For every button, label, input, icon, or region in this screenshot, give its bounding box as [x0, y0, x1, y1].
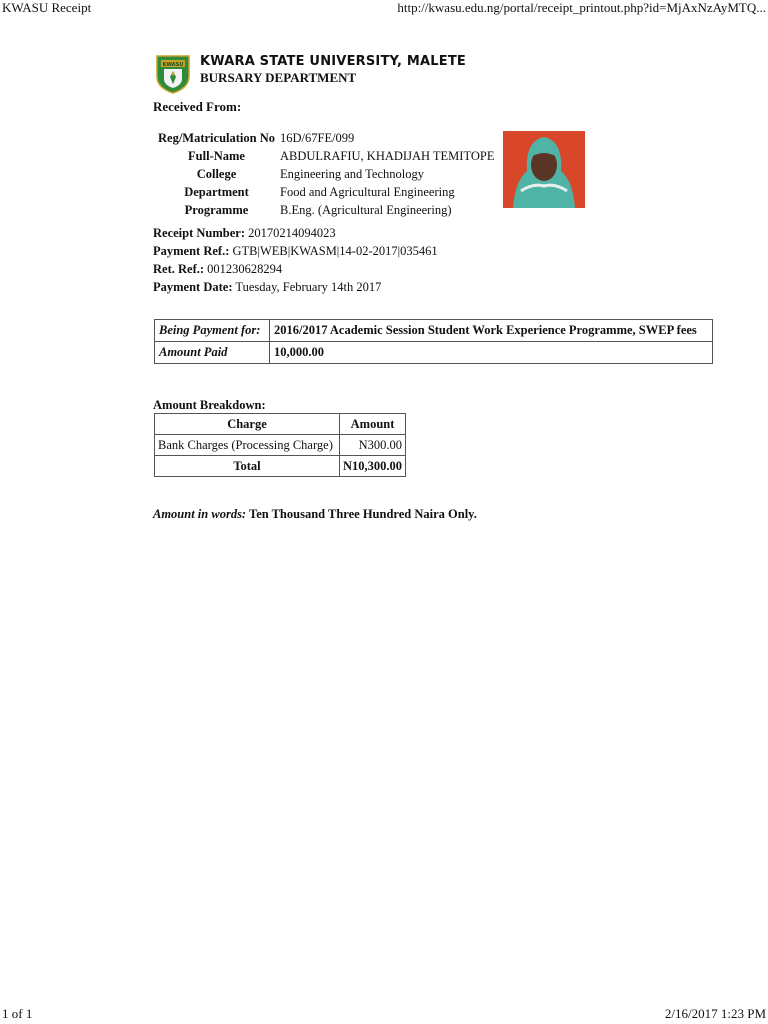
info-label: College: [196, 166, 237, 181]
amount-column-header: Amount: [340, 414, 406, 435]
info-value: 16D/67FE/099: [280, 130, 355, 145]
info-value: Food and Agricultural Engineering: [280, 184, 455, 199]
payment-details: [153, 224, 438, 296]
summary-row: [155, 342, 713, 364]
receipt-number-label: Receipt Number:: [153, 226, 245, 240]
total-label: Total: [155, 456, 340, 477]
info-label: Full-Name: [188, 148, 245, 163]
breakdown-table: [154, 413, 406, 477]
print-timestamp: 2/16/2017 1:23 PM: [664, 1006, 766, 1021]
payment-date-line: [153, 278, 438, 296]
logo-text: KWASU: [162, 62, 184, 68]
info-row: [153, 165, 496, 183]
received-from-label: Received From:: [153, 99, 242, 114]
being-payment-value: 2016/2017 Academic Session Student Work Experience Programme, SWEP fees: [270, 320, 713, 342]
page-count: 1 of 1: [2, 1006, 33, 1021]
payment-ref-line: [153, 242, 438, 260]
info-label: Reg/Matriculation No: [158, 130, 275, 145]
charge-cell: Bank Charges (Processing Charge): [155, 435, 340, 456]
info-value: Engineering and Technology: [280, 166, 424, 181]
charge-column-header: Charge: [155, 414, 340, 435]
amount-in-words: [153, 507, 477, 522]
total-value: N10,300.00: [340, 456, 406, 477]
info-label: Department: [184, 184, 249, 199]
page-url[interactable]: http://kwasu.edu.ng/portal/receipt_printout.php?id=MjAxNzAyMTQ...: [397, 0, 766, 15]
university-name: KWARA STATE UNIVERSITY, MALETE: [200, 54, 466, 69]
breakdown-total-row: [155, 456, 406, 477]
department-name: BURSARY DEPARTMENT: [200, 70, 357, 85]
payment-summary-table: [154, 319, 713, 364]
payment-ref-value: GTB|WEB|KWASM|14-02-2017|035461: [232, 244, 438, 258]
amount-paid-label: Amount Paid: [155, 342, 270, 364]
receipt-number-line: [153, 224, 438, 242]
info-value: ABDULRAFIU, KHADIJAH TEMITOPE: [280, 148, 495, 163]
being-payment-label: Being Payment for:: [155, 320, 270, 342]
amount-in-words-label: Amount in words:: [153, 507, 247, 521]
ret-ref-label: Ret. Ref.:: [153, 262, 205, 276]
info-row: [153, 129, 496, 147]
summary-row: [155, 320, 713, 342]
info-label: Programme: [184, 202, 249, 217]
university-logo: [155, 54, 191, 94]
ret-ref-value: 001230628294: [207, 262, 283, 276]
payment-date-label: Payment Date:: [153, 280, 233, 294]
ret-ref-line: [153, 260, 438, 278]
receipt-number-value: 20170214094023: [248, 226, 336, 240]
breakdown-title: Amount Breakdown:: [153, 398, 266, 412]
info-row: [153, 201, 496, 219]
amount-in-words-value: Ten Thousand Three Hundred Naira Only.: [249, 507, 477, 521]
breakdown-header-row: [155, 414, 406, 435]
info-value: B.Eng. (Agricultural Engineering): [280, 202, 452, 217]
info-row: [153, 183, 496, 201]
breakdown-row: [155, 435, 406, 456]
amount-paid-value: 10,000.00: [270, 342, 713, 364]
student-photo: [503, 131, 585, 208]
payment-ref-label: Payment Ref.:: [153, 244, 230, 258]
student-info-table: [153, 129, 496, 219]
page-title: KWASU Receipt: [2, 0, 92, 15]
payment-date-value: Tuesday, February 14th 2017: [235, 280, 382, 294]
amount-cell: N300.00: [340, 435, 406, 456]
info-row: [153, 147, 496, 165]
